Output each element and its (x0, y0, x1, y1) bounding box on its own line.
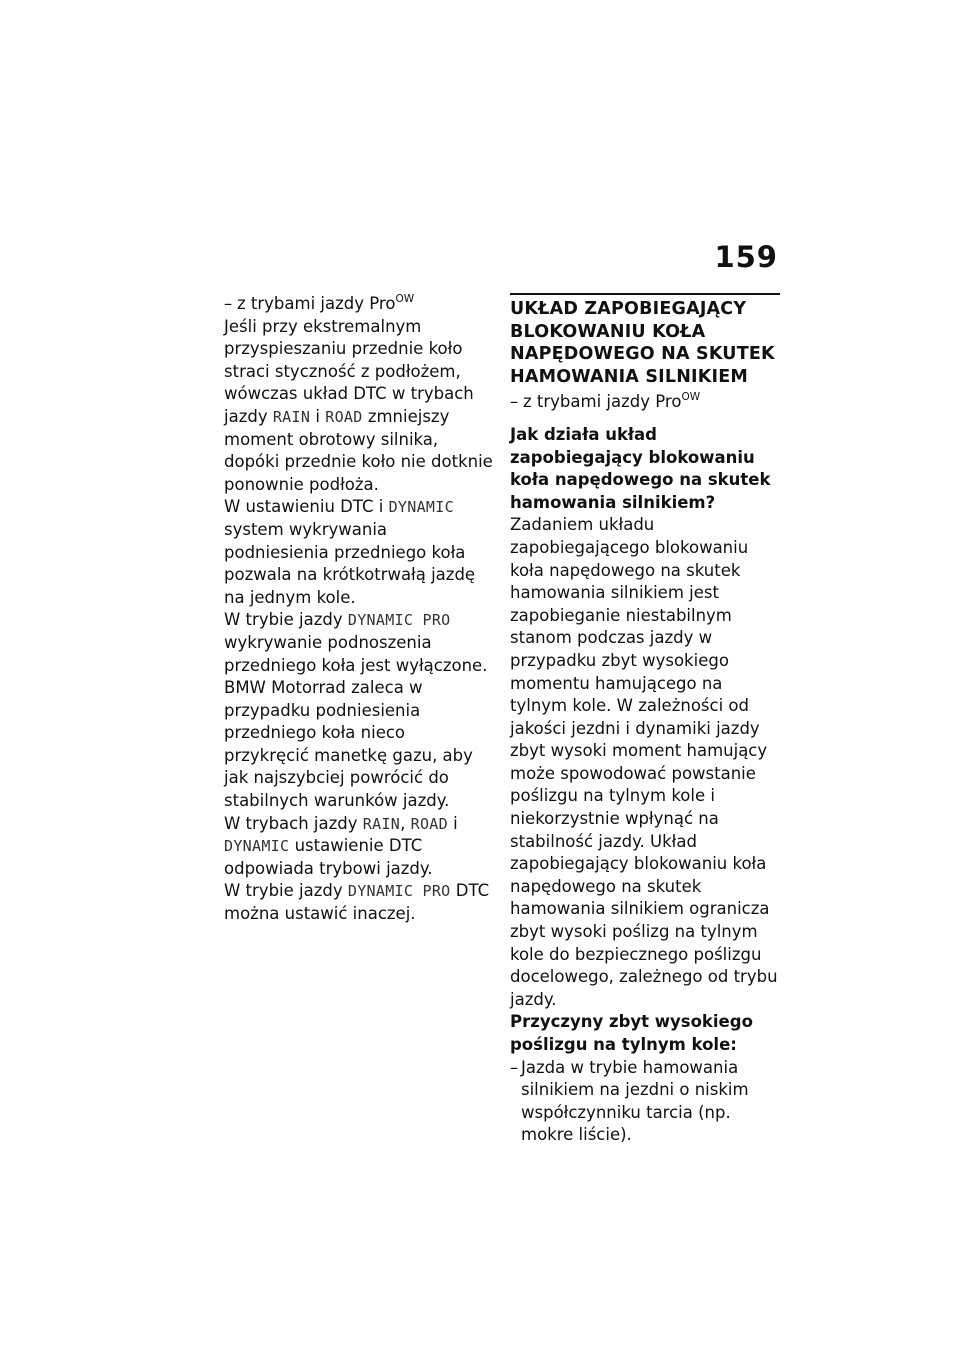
dash-glyph: – (224, 294, 233, 313)
mode-superscript: OW (395, 293, 415, 305)
text-run: W trybie jazdy (224, 610, 348, 630)
text-run: W ustawieniu DTC i (224, 497, 389, 517)
mode-line-text (237, 293, 414, 316)
dash-glyph: – (510, 392, 519, 412)
mode-line-text (523, 391, 700, 414)
text-run: zmniejszy moment obrotowy silnika, dopóki przednie koło nie dotknie ponownie podłoża. (224, 406, 493, 494)
subheading-how-it-works: Jak działa układ zapobiegający blokowaniu koła napędowego na skutek hamowania silnikiem? (510, 424, 771, 512)
dash-glyph: – (510, 1057, 519, 1077)
text-run: ustawienie DTC odpowiada trybowi jazdy. (224, 836, 433, 878)
mode-name: RAIN (272, 407, 311, 426)
section-rule (510, 293, 780, 295)
bullet-list (510, 1057, 780, 1147)
body-paragraph (224, 316, 494, 497)
mode-line (510, 391, 780, 414)
text-run: W trybie jazdy (224, 881, 348, 901)
body-paragraph (224, 496, 494, 609)
body-paragraph (224, 813, 494, 881)
list-item-text: Jazda w trybie hamowania silnikiem na jezdni o niskim współczynniku tarcia (np. mokre liście). (521, 1057, 749, 1145)
body-paragraph: Zadaniem układu zapobiegającego blokowaniu koła napędowego na skutek hamowania silnikiem jest zapobieganie niestabilnym stanom podczas jazdy w przypadku zbyt wysokiego momentu hamującego na tylnym kole. W zależności od jakości jezdni i dynamiki jazdy zbyt wysoki moment hamujący może spowodować powstanie poślizgu na tylnym kole i niekorzystnie wpłynąć na stabilność jazdy. Układ zapobiegający blokowaniu koła napędowego na skutek hamowania silnikiem ogranicza zbyt wysoki poślizg na tylnym kole do bezpiecznego poślizgu docelowego, zależnego od trybu jazdy. (510, 515, 778, 1009)
right-column (510, 293, 780, 1147)
list-item (510, 1057, 780, 1147)
page-number: 159 (714, 240, 778, 274)
left-paragraphs (224, 316, 494, 926)
text-run: i (447, 813, 458, 833)
mode-line (224, 293, 494, 316)
body-paragraph (224, 609, 494, 812)
text-run: DTC można ustawić inaczej. (224, 881, 490, 924)
body-paragraph (224, 880, 494, 925)
text-run: wykrywanie podnoszenia przedniego koła jest wyłączone. BMW Motorrad zaleca w przypadku podniesienia przedniego koła nieco przykręcić manetkę gazu, aby jak najszybciej powrócić do stabilnych warunków jazdy. (224, 632, 488, 811)
left-column (224, 293, 494, 926)
text-run: W trybach jazdy (224, 813, 363, 833)
mode-name: DYNAMIC PRO (347, 611, 451, 630)
mode-name: RAIN (362, 814, 401, 833)
mode-superscript: OW (681, 391, 701, 404)
subheading-causes: Przyczyny zbyt wysokiego poślizgu na tylnym kole: (510, 1012, 753, 1054)
mode-name: DYNAMIC PRO (347, 882, 451, 901)
text-run: system wykrywania podniesienia przedniego koła pozwala na krótkotrwałą jazdę na jednym kole. (224, 519, 476, 607)
mode-text: z trybami jazdy Pro (237, 294, 396, 313)
mode-name: DYNAMIC (388, 498, 454, 517)
text-run: , (400, 813, 411, 833)
mode-text: z trybami jazdy Pro (523, 392, 682, 412)
section-heading: UKŁAD ZAPOBIEGAJĄCY BLOKOWANIU KOŁA NAPĘDOWEGO NA SKUTEK HAMOWANIA SILNIKIEM (510, 299, 775, 387)
text-run: Jeśli przy ekstremalnym przyspieszaniu przednie koło straci styczność z podłożem, wówczas układ DTC w trybach jazdy (224, 316, 474, 426)
mode-name: DYNAMIC (224, 837, 290, 856)
mode-name: ROAD (325, 407, 363, 426)
mode-name: ROAD (410, 814, 448, 833)
text-run: i (310, 406, 326, 426)
